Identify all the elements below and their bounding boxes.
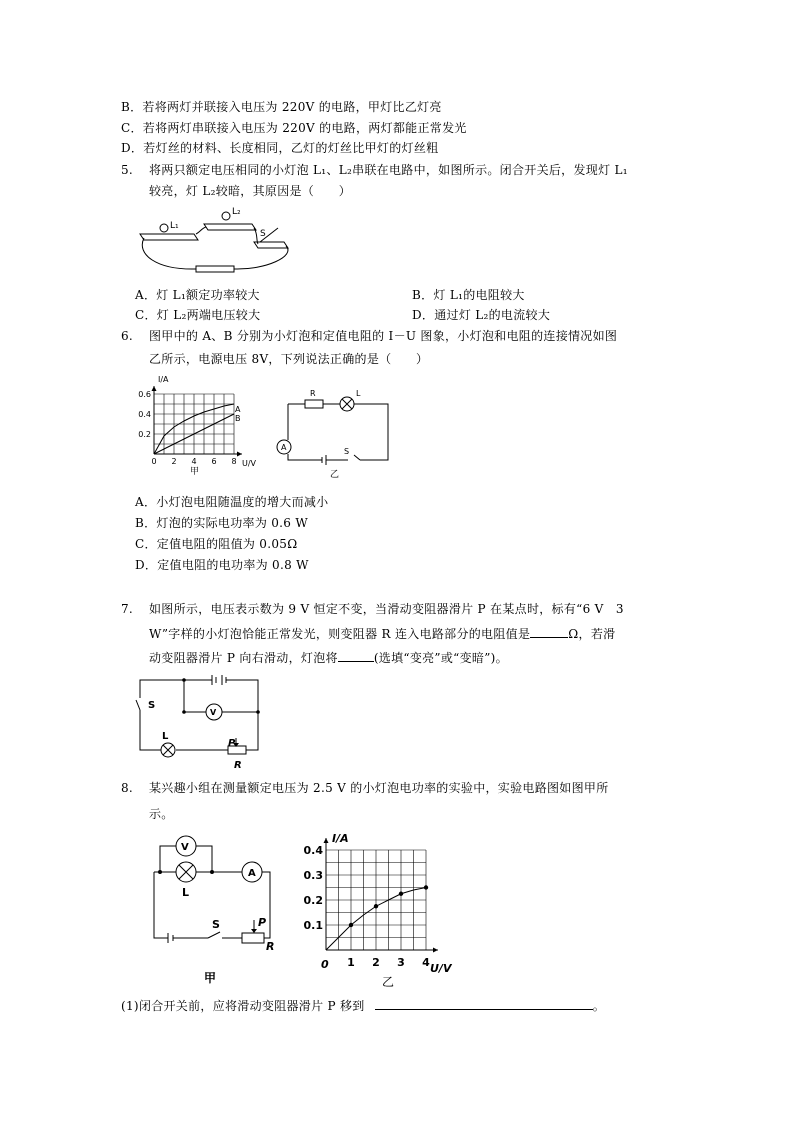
q8-label-s: S [212, 918, 220, 931]
q6-option-a: A．小灯泡电阻随温度的增大而减小 [135, 495, 329, 509]
lamp2-bulb [222, 212, 230, 220]
q8-label-ammeter: A [248, 868, 256, 879]
q5-stem-line1: 将两只额定电压相同的小灯泡 L₁、L₂串联在电路中，如图所示。闭合开关后，发现灯 L₁ [149, 163, 628, 177]
q6-label-s: S [344, 447, 350, 456]
q6-stem-line1: 图甲中的 A、B 分别为小灯泡和定值电阻的 I－U 图象，小灯泡和电阻的连接情况如图 [149, 329, 618, 343]
battery [212, 675, 226, 685]
switch-board [254, 242, 288, 248]
resistor-r [305, 400, 323, 408]
battery [322, 455, 326, 465]
q8-chart-caption: 乙 [382, 975, 395, 989]
q5-circuit-figure [136, 204, 296, 276]
q4-option-c: C．若将两灯串联接入电压为 220V 的电路，两灯都能正常发光 [121, 121, 467, 135]
q6-stem-line2: 乙所示，电源电压 8V，下列说法正确的是（ ） [149, 352, 429, 366]
q7-label-voltmeter: V [210, 708, 217, 717]
q5-label-l1: L₁ [170, 221, 179, 231]
battery-body [196, 266, 234, 272]
q6-label-l: L [356, 389, 361, 398]
q8-y-axis-label: I/A [332, 832, 349, 845]
data-point [349, 923, 353, 927]
q6-circuit-caption: 乙 [330, 470, 340, 480]
q7-label-s: S [148, 700, 156, 711]
q7-stem-line3: 动变阻器滑片 P 向右滑动，灯泡将 (选填“变亮”或“变暗”)。 [149, 651, 508, 665]
data-point [399, 892, 403, 896]
x-tick-label: 4 [191, 457, 197, 466]
q6-label-r: R [310, 389, 316, 398]
y-tick-label: 0.1 [303, 918, 323, 932]
data-point [424, 885, 428, 889]
y-tick-label: 0.4 [138, 409, 151, 419]
switch-s [136, 700, 140, 710]
y-axis-arrow [152, 386, 157, 391]
q8-x-axis-label: U/V [430, 962, 452, 975]
q6-circuit-yi [270, 384, 394, 480]
q8-stem-line1: 某兴趣小组在测量额定电压为 2.5 V 的小灯泡电功率的实验中，实验电路图如图甲所 [149, 781, 609, 795]
y-tick-label: 0.3 [303, 868, 323, 882]
q7-blank-brightness[interactable] [338, 650, 374, 662]
x-tick-label: 2 [372, 956, 380, 969]
x-axis-arrow [237, 452, 242, 457]
q7-blank-resistance[interactable] [530, 626, 568, 638]
battery [168, 933, 173, 943]
x-tick-label: 1 [347, 956, 355, 969]
x-tick-label: 8 [231, 457, 237, 466]
lamp1-bulb [160, 224, 168, 232]
rheostat-r [242, 933, 264, 943]
q6-x-axis-label: U/V [242, 459, 257, 468]
q8-label-p: P [258, 916, 267, 929]
q7-circuit-figure [136, 672, 264, 770]
y-axis-arrow [324, 838, 329, 843]
q5-option-b: B．灯 L₁的电阻较大 [412, 288, 525, 302]
q8-sub1: (1)闭合开关前，应将滑动变阻器滑片 P 移到 。 [121, 999, 606, 1013]
q6-chart-jia [136, 370, 266, 478]
q6-chart-caption: 甲 [190, 467, 200, 477]
q6-curve-b-label: B [235, 414, 241, 423]
q4-option-b: B．若将两灯并联接入电压为 220V 的电路，甲灯比乙灯亮 [121, 100, 442, 114]
lamp2-board [204, 224, 256, 230]
q6-option-b: B．灯泡的实际电功率为 0.6 W [135, 516, 308, 530]
q8-circuit-jia [146, 834, 280, 986]
y-tick-label: 0.2 [138, 429, 151, 439]
q8-chart-yi [296, 826, 466, 992]
q7-label-p: P [228, 738, 236, 749]
q5-number: 5. [121, 163, 134, 177]
lamp1-board [140, 234, 198, 240]
x-tick-label: 0 [151, 457, 157, 466]
q8-stem-line2: 示。 [149, 807, 174, 821]
q6-option-d: D．定值电阻的电功率为 0.8 W [135, 558, 309, 572]
q5-option-a: A．灯 L₁额定功率较大 [135, 288, 260, 302]
q5-label-s: S [260, 229, 266, 239]
q7-label-l: L [162, 731, 169, 742]
q7-label-r: R [234, 760, 242, 771]
y-tick-label: 0.2 [303, 893, 323, 907]
q5-stem-line2: 较亮，灯 L₂较暗，其原因是（ ） [149, 184, 351, 198]
q7-stem-line1: 如图所示，电压表示数为 9 V 恒定不变，当滑动变阻器滑片 P 在某点时，标有“6 V 3 [149, 602, 624, 616]
y-tick-label: 0.4 [303, 843, 323, 857]
data-point [374, 904, 378, 908]
x-axis-arrow [433, 948, 438, 953]
q5-label-l2: L₂ [232, 207, 241, 217]
q6-option-c: C．定值电阻的阻值为 0.05Ω [135, 537, 298, 551]
switch-s [208, 932, 220, 938]
q5-option-d: D．通过灯 L₂的电流较大 [412, 308, 551, 322]
q5-option-c: C．灯 L₂两端电压较大 [135, 308, 261, 322]
q8-label-voltmeter: V [181, 842, 189, 853]
q6-number: 6. [121, 329, 134, 343]
x-tick-label: 2 [171, 457, 177, 466]
switch-blade [354, 455, 360, 460]
q7-number: 7. [121, 602, 134, 616]
q8-label-l: L [182, 886, 190, 899]
q6-y-axis-label: I/A [158, 375, 169, 384]
q8-label-r: R [266, 940, 275, 953]
x-tick-label: 3 [397, 956, 405, 969]
q6-label-ammeter: A [281, 443, 287, 452]
q8-number: 8. [121, 781, 134, 795]
y-tick-label: 0.6 [138, 389, 151, 399]
x-tick-label: 6 [211, 457, 217, 466]
q7-stem-line2: W”字样的小灯泡恰能正常发光，则变阻器 R 连入电路部分的电阻值是 Ω，若滑 [149, 627, 616, 641]
q8-circuit-caption: 甲 [204, 971, 217, 985]
q6-chart-grid [154, 394, 234, 454]
x-tick-label: 4 [422, 956, 430, 969]
q4-option-d: D．若灯丝的材料、长度相同，乙灯的灯丝比甲灯的灯丝粗 [121, 141, 439, 155]
q8-origin-label: 0 [321, 958, 329, 971]
q8-blank-slider-position[interactable] [375, 998, 593, 1010]
q6-curve-a-label: A [235, 405, 241, 414]
